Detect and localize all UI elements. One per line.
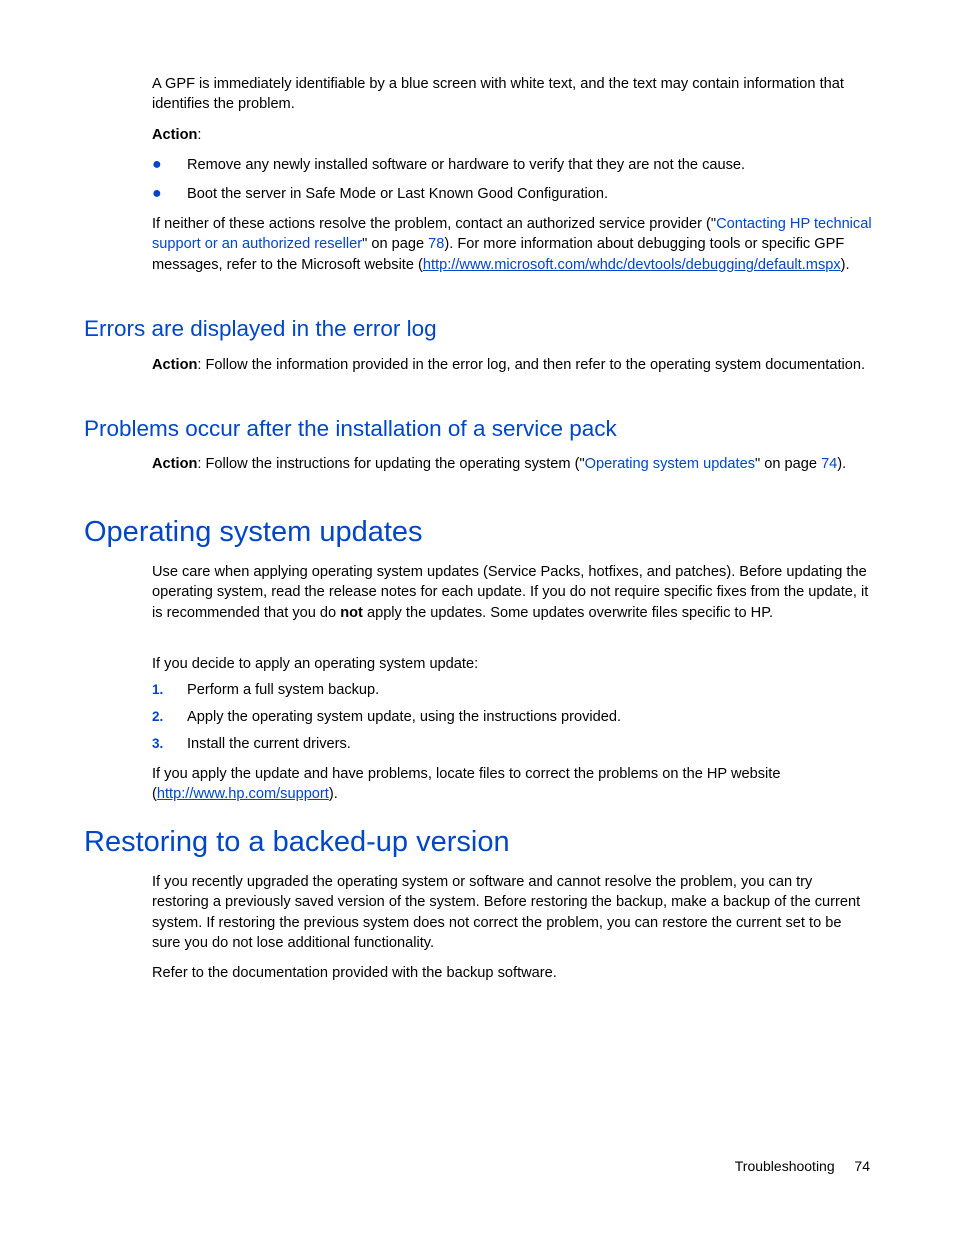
- heading-errors-error-log: Errors are displayed in the error log: [84, 316, 437, 341]
- bullet-text: Boot the server in Safe Mode or Last Known Good Configuration.: [187, 186, 609, 202]
- text-run: ).: [837, 456, 847, 472]
- action-label: Action: [152, 127, 198, 143]
- text-run: : Follow the information provided in the error log, and then refer to the operating system documentation.: [197, 357, 866, 373]
- step-text: Install the current drivers.: [187, 736, 351, 752]
- page-78-link[interactable]: 78: [428, 236, 445, 253]
- text-run: apply the updates. Some updates overwrite files specific to HP.: [362, 604, 774, 621]
- bullet-text: Remove any newly installed software or hardware to verify that they are not the cause.: [187, 157, 746, 173]
- text-run: If you apply the update and have problems, locate files to correct the problems on the HP website (: [152, 766, 781, 803]
- step-text: Perform a full system backup.: [187, 682, 380, 698]
- text-run: ).: [840, 256, 850, 273]
- step-number: 2.: [152, 709, 164, 724]
- heading-restoring: Restoring to a backed-up version: [84, 826, 510, 858]
- emphasis-not: not: [340, 604, 363, 621]
- restore-reference: Refer to the documentation provided with the backup software.: [152, 965, 557, 981]
- action-label: Action: [152, 357, 198, 373]
- action-label: Action: [152, 456, 198, 472]
- step-text: Apply the operating system update, using the instructions provided.: [187, 709, 622, 725]
- step-number: 1.: [152, 682, 164, 697]
- text-run: " on page: [362, 236, 429, 253]
- text-run: ). For more information about debugging tools or specific GPF messages, refer to the Microsoft website (: [152, 236, 845, 273]
- os-updates-link[interactable]: Operating system updates: [584, 456, 756, 472]
- osupdates-after-paragraph: [152, 764, 872, 805]
- text-run: ).: [328, 786, 338, 803]
- heading-service-pack: Problems occur after the installation of a service pack: [84, 416, 617, 441]
- gpf-contact-paragraph: [152, 214, 872, 275]
- text-run: " on page: [755, 456, 822, 472]
- heading-os-updates: Operating system updates: [84, 516, 423, 548]
- footer-page-number: 74: [854, 1158, 870, 1174]
- action-colon: :: [197, 127, 202, 143]
- page-footer: [735, 1158, 870, 1174]
- gpf-intro: A GPF is immediately identifiable by a blue screen with white text, and the text may contain information that identifies the problem.: [152, 76, 844, 113]
- hp-support-url-link[interactable]: http://www.hp.com/support: [156, 786, 329, 803]
- text-run: Use care when applying operating system updates (Service Packs, hotfixes, and patches). Before updating the operating system, read the release notes for each update. If you do not require specific fixes from the update, it is recommended that you do: [152, 564, 869, 621]
- bullet-icon: ●: [152, 156, 162, 173]
- osupdates-lead: If you decide to apply an operating system update:: [152, 656, 479, 672]
- bullet-icon: ●: [152, 185, 162, 202]
- svcpack-action-paragraph: [152, 454, 872, 474]
- contact-support-link[interactable]: Contacting HP technical support or an authorized reseller: [152, 216, 872, 253]
- gpf-action-label: [152, 125, 872, 145]
- text-run: If neither of these actions resolve the problem, contact an authorized service provider (": [152, 216, 717, 232]
- restore-paragraph: If you recently upgraded the operating system or software and cannot resolve the problem, you can try restoring a previously saved version of the system. Before restoring the backup, make a backup of the current system. If restoring the previous system does not correct the problem, you can restore the current set to be sure you do not lose additional functionality.: [152, 874, 861, 952]
- page-74-link[interactable]: 74: [821, 456, 838, 472]
- text-run: : Follow the instructions for updating the operating system (": [197, 456, 585, 472]
- errlog-action-paragraph: [152, 355, 872, 375]
- microsoft-url-link[interactable]: http://www.microsoft.com/whdc/devtools/debugging/default.mspx: [422, 256, 841, 273]
- osupdates-paragraph: [152, 562, 872, 623]
- footer-section-title: Troubleshooting: [734, 1158, 835, 1174]
- step-number: 3.: [152, 736, 164, 751]
